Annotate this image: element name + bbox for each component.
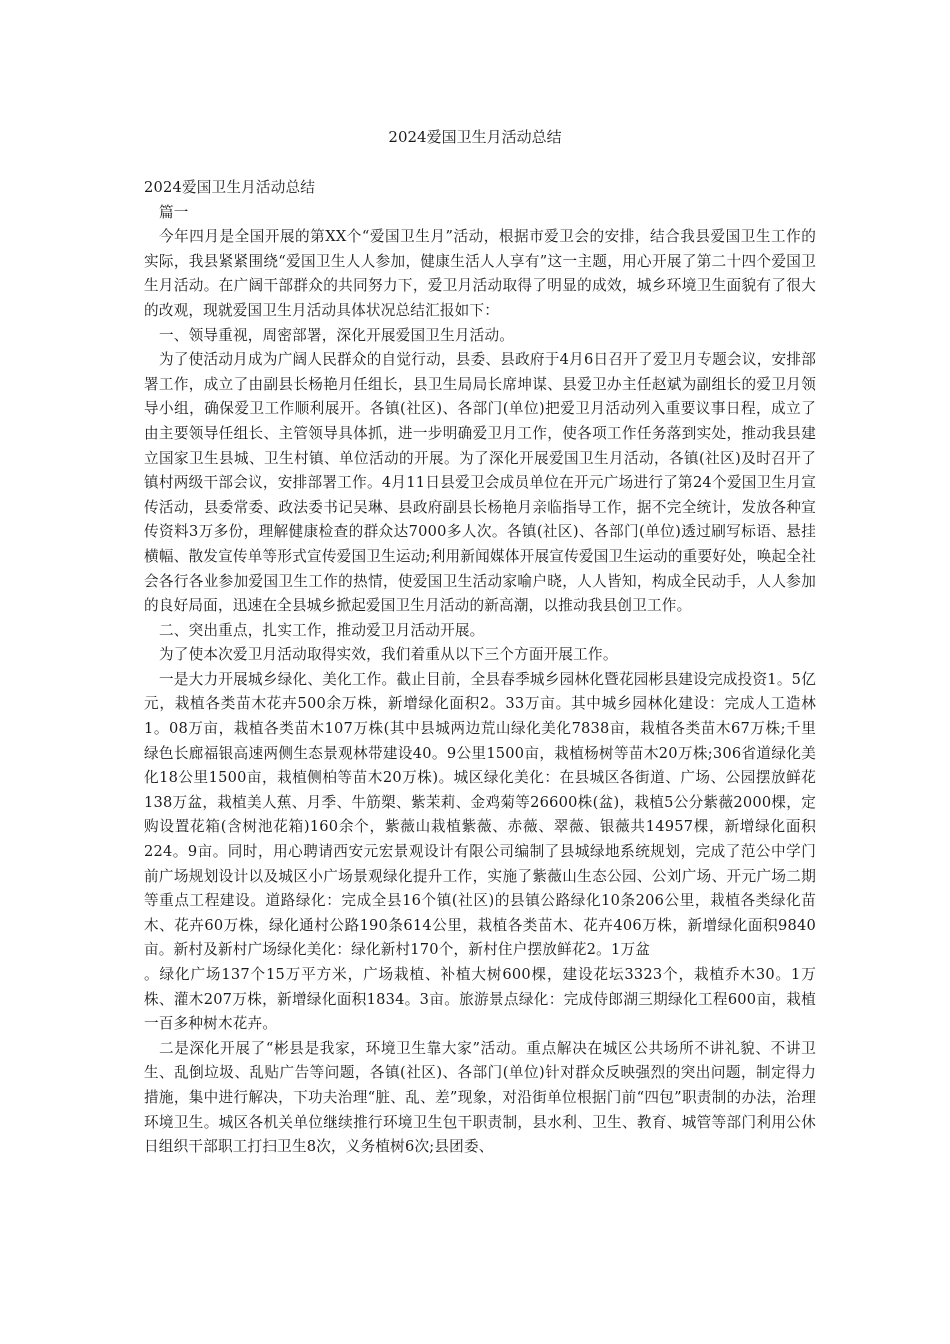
document-body: [144, 176, 816, 1160]
page-title: 2024爱国卫生月活动总结: [388, 128, 562, 146]
paragraph-greening-continued: 。绿化广场137个15万平方米，广场栽植、补植大树600棵，建设花坛3323个，栽植乔木30。1万株、灌木207万株，新增绿化面积1834。3亩。旅游景点绿化：完成侍郎湖三期绿化工程600亩，栽植一百多种树木花卉。: [144, 966, 816, 1033]
section-heading-2: 二、突出重点，扎实工作，推动爱卫月活动开展。: [159, 621, 485, 639]
part-label: 篇一: [159, 203, 189, 221]
paragraph-section-1: 为了使活动月成为广阔人民群众的自觉行动，县委、县政府于4月6日召开了爱卫月专题会议，安排部署工作，成立了由副县长杨艳月任组长，县卫生局局长席坤谋、县爱卫办主任赵斌为副组长的爱卫月领导小组，确保爱卫工作顺利展开。各镇(社区)、各部门(单位)把爱卫月活动列入重要议事日程，成立了由主要领导任组长、主管领导具体抓，进一步明确爱卫月工作，使各项工作任务落到实处，推动我县建立国家卫生县城、卫生村镇、单位活动的开展。为了深化开展爱国卫生月活动，各镇(社区)及时召开了镇村两级干部会议，安排部署工作。4月11日县爱卫会成员单位在开元广场进行了第24个爱国卫生月宣传活动，县委常委、政法委书记吴琳、县政府副县长杨艳月亲临指导工作，据不完全统计，发放各种宣传资料3万多份，理解健康检查的群众达7000多人次。各镇(社区)、各部门(单位)透过刷写标语、悬挂横幅、散发宣传单等形式宣传爱国卫生运动;利用新闻媒体开展宣传爱国卫生运动的重要好处，唤起全社会各行各业参加爱国卫生工作的热情，使爱国卫生活动家喻户晓，人人皆知，构成全民动手，人人参加的良好局面，迅速在全县城乡掀起爱国卫生月活动的新高潮，以推动我县创卫工作。: [144, 351, 816, 615]
paragraph-intro: 今年四月是全国开展的第XX个“爱国卫生月”活动，根据市爱卫会的安排，结合我县爱国卫生工作的实际，我县紧紧围绕“爱国卫生人人参加，健康生活人人享有”这一主题，用心开展了第二十四个爱国卫生月活动。在广阔干部群众的共同努力下，爱卫月活动取得了明显的成效，城乡环境卫生面貌有了很大的改观，现就爱国卫生月活动具体状况总结汇报如下：: [144, 228, 816, 319]
paragraph-sanitation: 二是深化开展了“彬县是我家，环境卫生靠大家”活动。重点解决在城区公共场所不讲礼貌、不讲卫生、乱倒垃圾、乱贴广告等问题，各镇(社区)、各部门(单位)针对群众反映强烈的突出问题，制定得力措施，集中进行解决，下功夫治理“脏、乱、差”现象，对沿街单位根据门前“四包”职责制的办法，治理环境卫生。城区各机关单位继续推行环境卫生包干职责制，县水利、卫生、教育、城管等部门利用公休日组织干部职工打扫卫生8次，义务植树6次;县团委、: [144, 1039, 816, 1156]
paragraph-greening: 一是大力开展城乡绿化、美化工作。截止目前，全县春季城乡园林化暨花园彬县建设完成投资1。5亿元，栽植各类苗木花卉500余万株，新增绿化面积2。33万亩。其中城乡园林化建设：完成人工造林1。08万亩，栽植各类苗木107万株(其中县城两边荒山绿化美化7838亩，栽植各类苗木67万株;千里绿色长廊福银高速两侧生态景观林带建设40。9公里1500亩，栽植杨树等苗木20万株;306省道绿化美化18公里1500亩，栽植侧柏等苗木20万株)。城区绿化美化：在县城区各街道、广场、公园摆放鲜花138万盆，栽植美人蕉、月季、牛筋槊、紫茉莉、金鸡菊等26600株(盆)，栽植5公分紫薇2000棵，定购设置花箱(含树池花箱)160余个，紫薇山栽植紫薇、赤薇、翠薇、银薇共14957棵，新增绿化面积224。9亩。同时，用心聘请西安元宏景观设计有限公司编制了县城绿地系统规划，完成了范公中学门前广场规划设计以及城区小广场景观绿化提升工作，实施了紫薇山生态公园、公刘广场、开元广场二期等重点工程建设。道路绿化：完成全县16个镇(社区)的县镇公路绿化10条206公里，栽植各类绿化苗木、花卉60万株，绿化通村公路190条614公里，栽植各类苗木、花卉406万株，新增绿化面积9840亩。新村及新村广场绿化美化：绿化新村170个，新村住户摆放鲜花2。1万盆: [144, 670, 816, 959]
section-heading-1: 一、领导重视，周密部署，深化开展爱国卫生月活动。: [159, 326, 515, 344]
document-subtitle: 2024爱国卫生月活动总结: [144, 179, 316, 196]
paragraph-section-2-intro: 为了使本次爱卫月活动取得实效，我们着重从以下三个方面开展工作。: [159, 646, 618, 664]
